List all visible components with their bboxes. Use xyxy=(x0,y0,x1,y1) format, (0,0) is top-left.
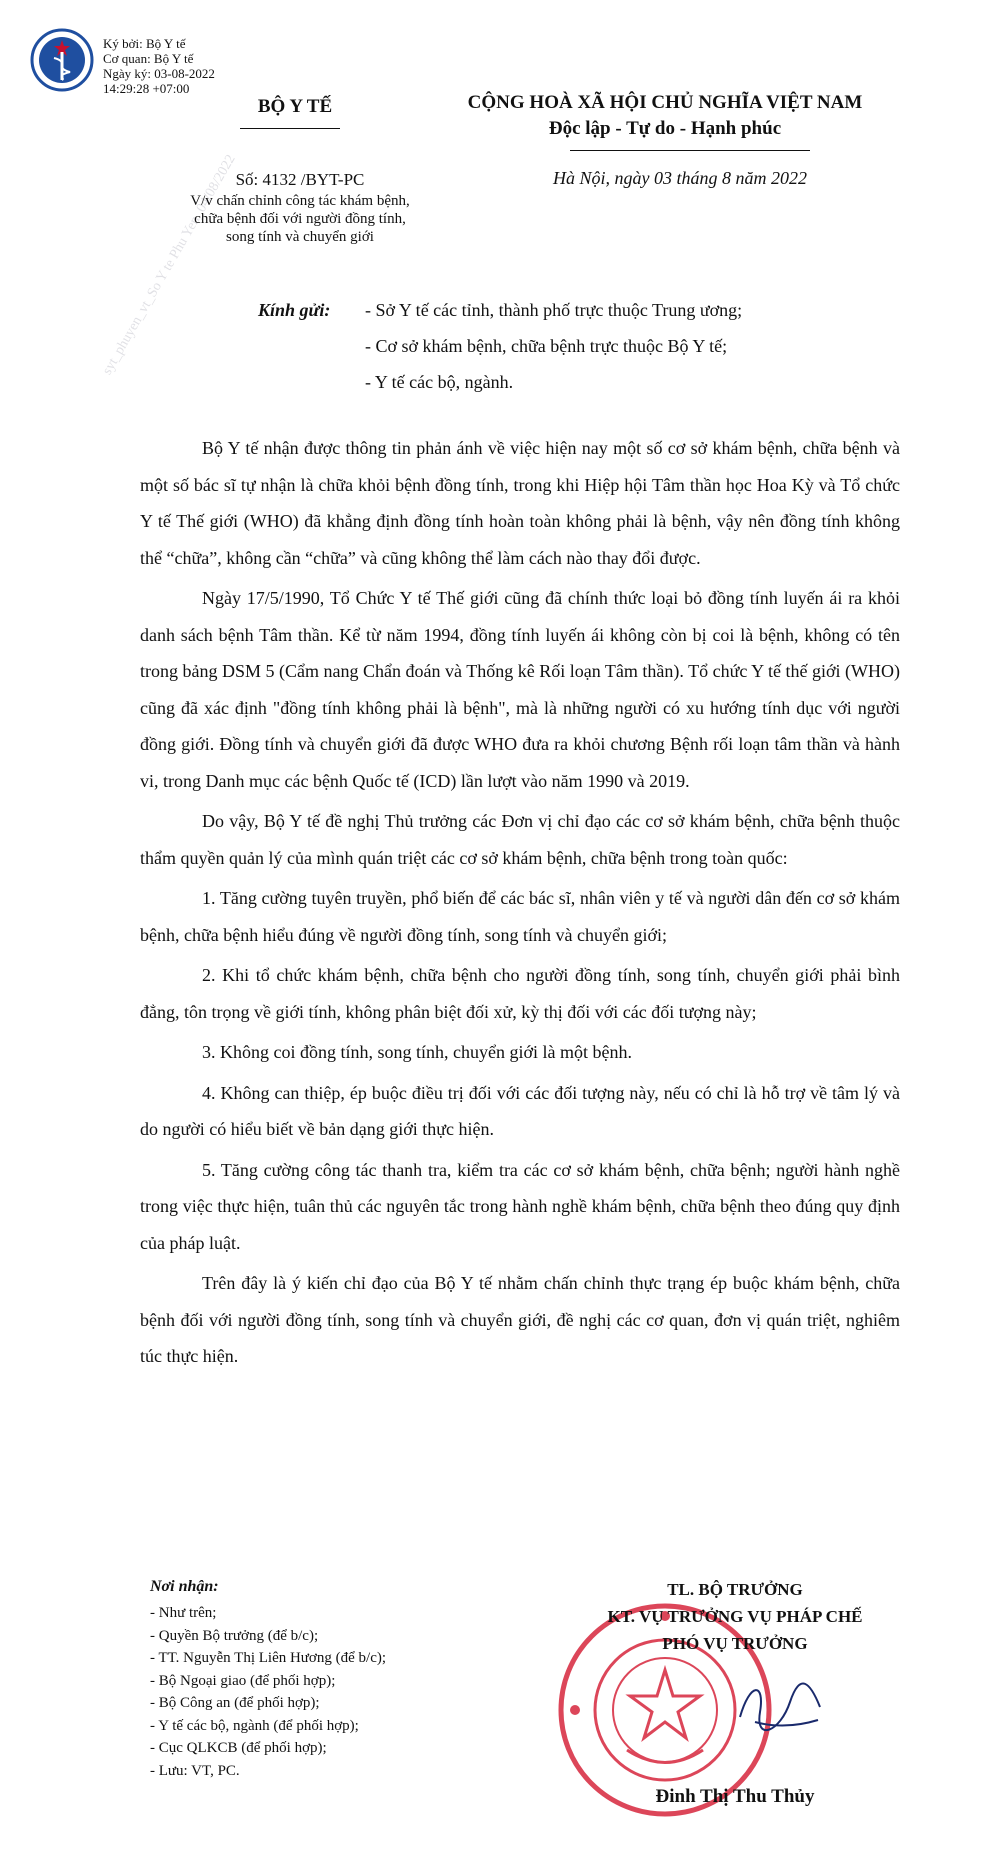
body-paragraph: 4. Không can thiệp, ép buộc điều trị đối với các đối tượng này, nếu có chỉ là hỗ trợ về tâm lý và do người có hiểu biết về bản dạng giới thực hiện. xyxy=(140,1082,900,1139)
document-number: Số: 4132 /BYT-PC xyxy=(235,170,365,189)
body-paragraph: 1. Tăng cường tuyên truyền, phổ biến để các bác sĩ, nhân viên y tế và người dân đến cơ sở khám bệnh, chữa bệnh hiểu đúng về người đồng tính, song tính và chuyển giới; xyxy=(140,888,900,945)
recipient-item: - Y tế các bộ, ngành. xyxy=(365,372,514,392)
subject-line: song tính và chuyển giới xyxy=(226,229,374,245)
body-paragraph: Do vậy, Bộ Y tế đề nghị Thủ trưởng các Đơn vị chỉ đạo các cơ sở khám bệnh, chữa bệnh thuộc thẩm quyền quản lý của mình quán triệt các cơ sở khám bệnh, chữa bệnh trong toàn quốc: xyxy=(140,811,900,868)
body-paragraph: 3. Không coi đồng tính, song tính, chuyển giới là một bệnh. xyxy=(202,1042,632,1062)
signer-name: Đinh Thị Thu Thủy xyxy=(655,1786,815,1807)
agency-name: BỘ Y TẾ xyxy=(257,96,333,117)
body-paragraph: Ngày 17/5/1990, Tổ Chức Y tế Thế giới cũng đã chính thức loại bỏ đồng tính luyến ái ra khỏi danh sách bệnh Tâm thần. Kể từ năm 1994, đồng tính luyến ái không còn bị coi là bệnh, không có tên trong bảng DSM 5 (Cẩm nang Chẩn đoán và Thống kê Rối loạn Tâm thần). Tổ chức Y tế thế giới (WHO) cũng đã xác định "đồng tính không phải là bệnh", mà là những người có xu hướng tính dục với người đồng giới. Đồng tính và chuyển giới đã được WHO đưa ra khỏi chương Bệnh rối loạn tâm thần và hành vi, trong Danh mục các bệnh Quốc tế (ICD) lần lượt vào năm 1990 và 2019. xyxy=(140,588,900,791)
list-item: - Lưu: VT, PC. xyxy=(150,1762,240,1779)
body-paragraph: 2. Khi tổ chức khám bệnh, chữa bệnh cho người đồng tính, song tính, chuyển giới phải bình đẳng, tôn trọng về giới tính, không phân biệt đối xử, kỳ thị đối với các đối tượng này; xyxy=(140,965,900,1022)
subject-line: chữa bệnh đối với người đồng tính, xyxy=(194,211,406,227)
signature-block xyxy=(560,1576,910,1657)
noi-nhan-list xyxy=(150,1602,386,1782)
list-item: - Bộ Ngoại giao (để phối hợp); xyxy=(150,1672,336,1689)
digital-signature-info xyxy=(103,36,215,96)
ministry-of-health-logo xyxy=(30,28,94,92)
document-body xyxy=(140,430,900,1379)
list-item: - Như trên; xyxy=(150,1605,217,1621)
list-item: - Y tế các bộ, ngành (để phối hợp); xyxy=(150,1717,359,1734)
recipient-item: - Sở Y tế các tỉnh, thành phố trực thuộc Trung ương; xyxy=(365,300,743,320)
sign-title: TL. BỘ TRƯỞNG xyxy=(667,1580,803,1599)
list-item: - TT. Nguyễn Thị Liên Hương (để b/c); xyxy=(150,1650,387,1666)
body-paragraph: Trên đây là ý kiến chỉ đạo của Bộ Y tế nhằm chấn chỉnh thực trạng ép buộc khám bệnh, chữa bệnh đối với người đồng tính, song tính và chuyển giới, đề nghị các cơ quan, đơn vị quán triệt, nghiêm túc thực hiện. xyxy=(140,1273,900,1366)
signed-by: Ký bởi: Bộ Y tế xyxy=(103,36,186,51)
nation-title: CỘNG HOÀ XÃ HỘI CHỦ NGHĨA VIỆT NAM xyxy=(467,92,863,113)
nation-motto: Độc lập - Tự do - Hạnh phúc xyxy=(548,118,782,139)
sign-title: KT. VỤ TRƯỞNG VỤ PHÁP CHẾ xyxy=(607,1607,863,1626)
recipient-item: - Cơ sở khám bệnh, chữa bệnh trực thuộc Bộ Y tế; xyxy=(365,336,728,356)
list-item: - Bộ Công an (để phối hợp); xyxy=(150,1695,320,1711)
noi-nhan-label: Nơi nhận: xyxy=(150,1578,219,1595)
body-paragraph: 5. Tăng cường công tác thanh tra, kiểm tra các cơ sở khám bệnh, chữa bệnh; người hành nghề trong việc thực hiện, tuân thủ các nguyên tắc trong hành nghề khám bệnh, chữa bệnh theo đúng quy định của pháp luật. xyxy=(140,1159,900,1253)
recipients-label: Kính gửi: xyxy=(258,300,331,320)
signature-agency: Cơ quan: Bộ Y tế xyxy=(103,51,194,66)
list-item: - Quyền Bộ trưởng (để b/c); xyxy=(150,1627,319,1644)
motto-divider xyxy=(570,150,810,151)
list-item: - Cục QLKCB (để phối hợp); xyxy=(150,1740,327,1756)
national-motto xyxy=(430,90,900,142)
signature-time: 14:29:28 +07:00 xyxy=(103,81,190,96)
body-paragraph: Bộ Y tế nhận được thông tin phản ánh về việc hiện nay một số cơ sở khám bệnh, chữa bệnh và một số bác sĩ tự nhận là chữa khỏi bệnh đồng tính, trong khi Hiệp hội Tâm thần học Hoa Kỳ và Tổ chức Y tế Thế giới (WHO) đã khẳng định đồng tính hoàn toàn không phải là bệnh, vậy nên đồng tính không thể “chữa”, không cần “chữa” và cũng không thể làm cách nào thay đổi được. xyxy=(140,438,900,568)
sign-title: PHÓ VỤ TRƯỞNG xyxy=(662,1634,808,1653)
handwritten-signature xyxy=(730,1672,830,1742)
watermark: syt_phuyen_vt_So Y te Phu Yen_04/08/2022 xyxy=(100,152,239,378)
signature-date: Ngày ký: 03-08-2022 xyxy=(103,66,215,81)
subject-line: V/v chấn chỉnh công tác khám bệnh, xyxy=(190,193,410,209)
place-date: Hà Nội, ngày 03 tháng 8 năm 2022 xyxy=(553,168,807,188)
agency-divider xyxy=(240,128,340,129)
